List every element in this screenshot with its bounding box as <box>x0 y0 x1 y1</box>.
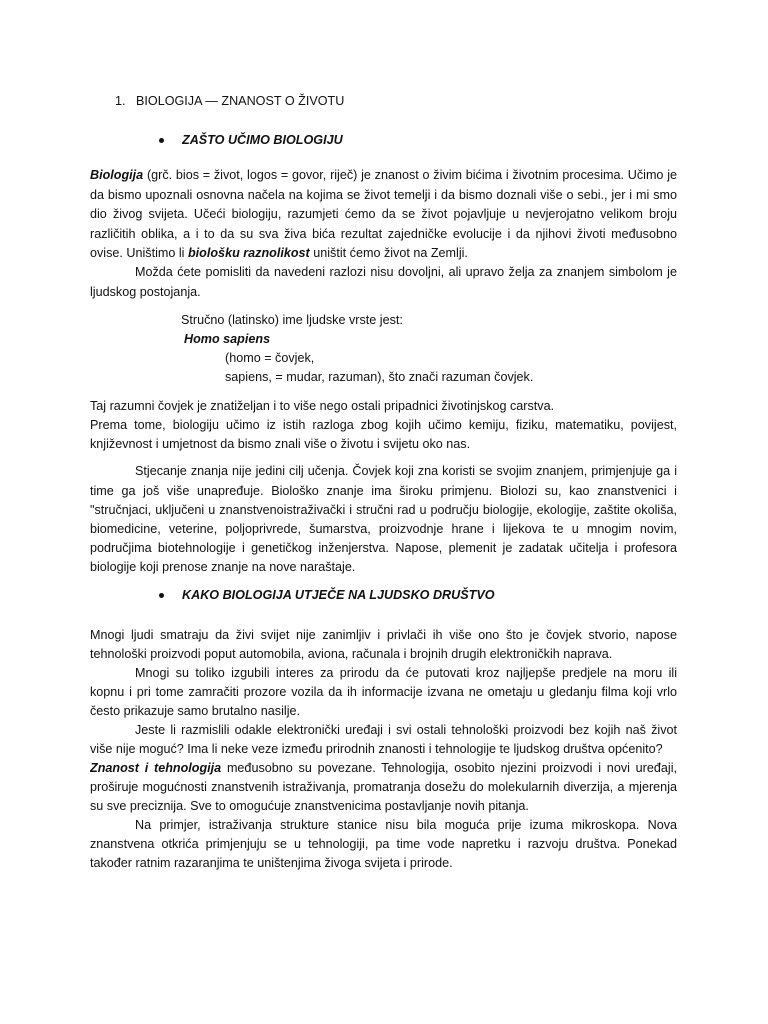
latin-name: Homo sapiens <box>184 332 271 346</box>
paragraph-line: dio živog svijeta. Učeći biologiju, razumjeti ćemo da se život pojavljuje u nevjerojatno velikom broju <box>90 207 677 221</box>
chapter-heading <box>115 92 702 111</box>
paragraph-line: kopnu i pri tome zamračiti prozore vozila da ih informacije izvana ne ometaju u gledanju filma koji vrlo <box>90 685 677 699</box>
paragraph-line: "stručnjaci, uključeni u znanstvenoistraživački i stručni rad u području biologije, ekologije, zaštite okoliša, <box>90 503 677 517</box>
chapter-title: BIOLOGIJA — ZNANOST O ŽIVOTU <box>136 94 345 108</box>
paragraph-line: Prema tome, biologiju učimo iz istih razloga zbog kojih učimo kemiju, fiziku, matematiku, povijest, <box>90 418 677 432</box>
paragraph-line: Možda ćete pomisliti da navedeni razlozi nisu dovoljni, ali upravo želja za znanjem simbolom je <box>135 265 677 279</box>
latin-homo: (homo = čovjek, <box>225 351 315 365</box>
chapter-number: 1. <box>115 94 126 108</box>
paragraph-line: više nije moguć? Ima li neke veze između prirodnih znanosti i tehnologije te ljudskog društva općenito? <box>90 742 663 756</box>
paragraph-line: Znanost i tehnologija međusobno su povezane. Tehnologija, osobito njezini proizvodi i novi uređaji, <box>90 761 677 775</box>
paragraph-line: Taj razumni čovjek je znatiželjan i to više nego ostali pripadnici životinjskog carstva. <box>90 399 555 413</box>
paragraph-line: znanstvena otkrića primjenjuju se u tehnologiji, pa time vode napretku i razvoju društva. Ponekad <box>90 837 677 851</box>
paragraph-line: Stjecanje znanja nije jedini cilj učenja. Čovjek koji zna koristi se svojim znanjem, primjenjuje ga i <box>135 464 677 478</box>
bullet-icon <box>159 593 164 598</box>
paragraph-line: time ga još više unapređuje. Biološko znanje ima široku primjenu. Biolozi su, kao znanstvenici i <box>90 484 677 498</box>
paragraph-line: da bismo upoznali osnovna načela na kojima se život temelji i da bismo doznali više o sebi., jer i mi smo <box>90 188 677 202</box>
paragraph-line: biomedicine, veterine, poljoprivrede, šumarstva, proizvodnje hrane i lijekova te u mnogim novim, <box>90 522 677 536</box>
paragraph-line: područjima biotehnologije i genetičkog inženjerstva. Napose, plemenit je zadatak učitelja i profesora <box>90 541 677 555</box>
paragraph-line: često prikazuje samo brutalno nasilje. <box>90 704 301 718</box>
paragraph-line: ljudskog postojanja. <box>90 285 201 299</box>
paragraph-line: biologije koji prenose znanje na nove naraštaje. <box>90 560 356 574</box>
paragraph-line: Jeste li razmislili odakle elektronički uređaji i svi ostali tehnološki proizvodi bez kojih naš život <box>135 723 677 737</box>
term-bioloska-raznolikost: biološku raznolikost <box>187 246 310 260</box>
paragraph-line: Biologija (grč. bios = život, logos = govor, riječ) je znanost o živim bićima i životnim procesima. Učimo je <box>90 168 677 182</box>
paragraph-line: su sve preciznija. Sve to omogućuje znanstvenicima postavljanje novih pitanja. <box>90 799 529 813</box>
paragraph-line: Mnogi ljudi smatraju da živi svijet nije zanimljiv i privlači ih više ono što je čovjek stvorio, napose <box>90 628 677 642</box>
paragraph-line: književnost i umjetnost da bismo znali više o životu i svijetu oko nas. <box>90 437 471 451</box>
paragraph-line: Na primjer, istraživanja strukture stanice nisu bila moguća prije izuma mikroskopa. Nova <box>135 818 677 832</box>
paragraph-line: proširuje mogućnosti znanstvenih istraživanja, promatranja dosežu do molekularnih diverzija, a mjerenja <box>90 780 677 794</box>
term-biologija: Biologija <box>90 168 144 182</box>
latin-name-intro: Stručno (latinsko) ime ljudske vrste jest: <box>181 313 403 327</box>
section-title-kako: KAKO BIOLOGIJA UTJEČE NA LJUDSKO DRUŠTVO <box>182 588 495 602</box>
paragraph-line: različitih oblika, a i to da su sva živa bića rezultat zajedničke evolucije i da njihovi životi međusobno <box>90 227 677 241</box>
paragraph-line: ovise. Uništimo li biološku raznolikost uništit ćemo život na Zemlji. <box>90 246 468 260</box>
latin-sapiens: sapiens, = mudar, razuman), što znači razuman čovjek. <box>225 370 534 384</box>
paragraph-line: tehnološki proizvodi poput automobila, aviona, računala i brojnih drugih elektroničkih naprava. <box>90 647 613 661</box>
paragraph-line: Mnogi su toliko izgubili interes za prirodu da će putovati kroz najljepše predjele na moru ili <box>135 666 677 680</box>
paragraph-line: također ratnim razaranjima te uništenjima živoga svijeta i prirode. <box>90 856 453 870</box>
bullet-icon <box>159 138 164 143</box>
term-znanost-i-tehnologija: Znanost i tehnologija <box>90 761 222 775</box>
section-title-zasto: ZAŠTO UČIMO BIOLOGIJU <box>182 133 343 147</box>
